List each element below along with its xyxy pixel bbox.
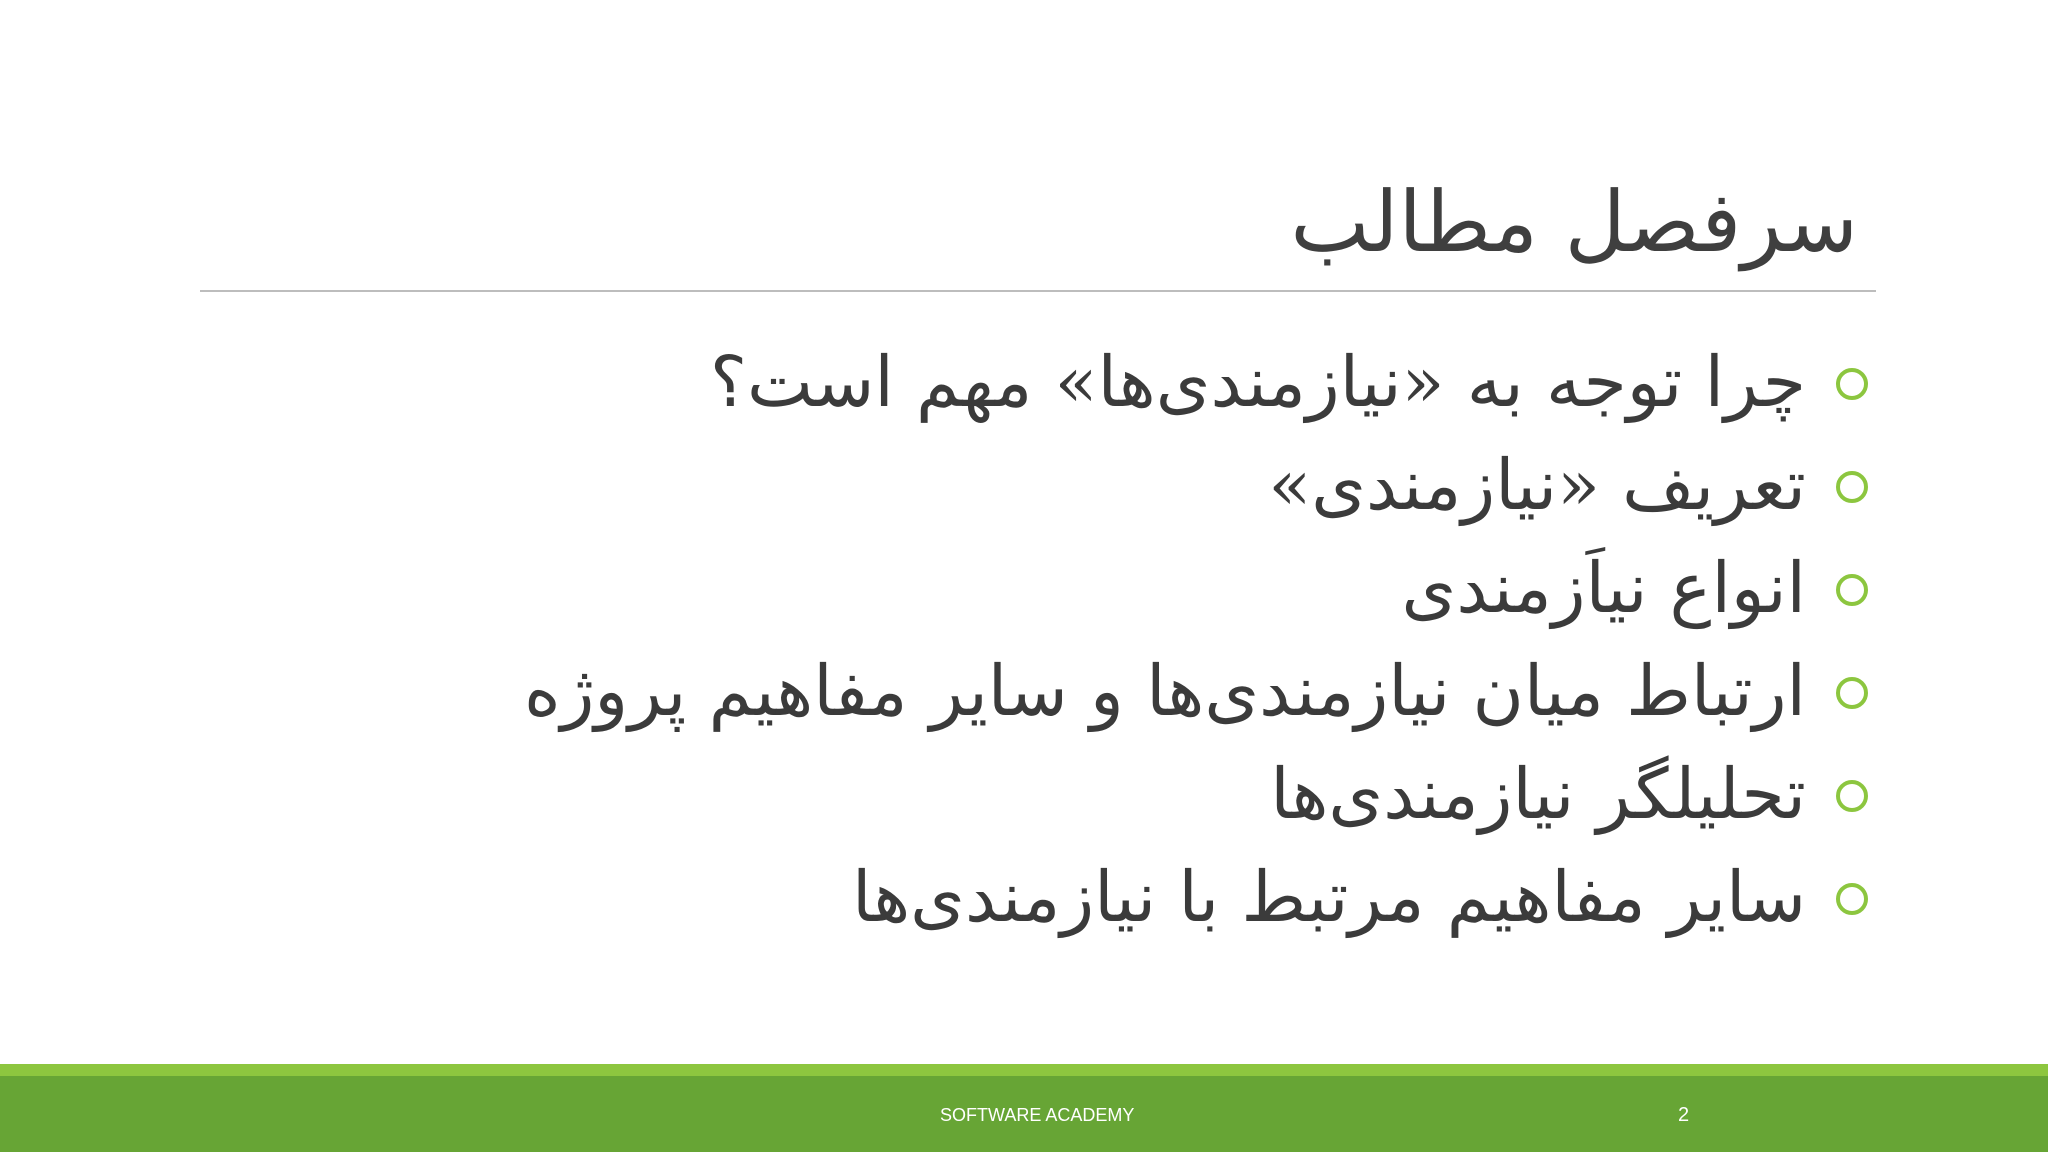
topic-text: سایر مفاهیم مرتبط با نیازمندی‌ها bbox=[851, 856, 1806, 938]
title-divider bbox=[200, 290, 1876, 292]
footer-academy-label: SOFTWARE ACADEMY bbox=[940, 1105, 1135, 1125]
topic-list bbox=[350, 334, 1870, 952]
footer-accent-bar bbox=[0, 1064, 2048, 1076]
topic-item bbox=[350, 643, 1870, 746]
topic-text: تحلیلگر نیازمندی‌ها bbox=[1270, 753, 1806, 835]
hollow-circle-icon bbox=[1836, 677, 1868, 709]
hollow-circle-icon bbox=[1836, 780, 1868, 812]
topic-text: ارتباط میان نیازمندی‌ها و سایر مفاهیم پروژه bbox=[523, 650, 1806, 732]
page-number: 2 bbox=[1678, 1104, 1690, 1126]
hollow-circle-icon bbox=[1836, 471, 1868, 503]
topic-text: چرا توجه به «نیازمندی‌ها» مهم است؟ bbox=[709, 341, 1806, 423]
hollow-circle-icon bbox=[1836, 883, 1868, 915]
topic-item bbox=[350, 540, 1870, 643]
topic-item bbox=[350, 437, 1870, 540]
topic-text: انواع نیاَزمندی bbox=[1401, 547, 1806, 629]
topic-text: تعریف «نیازمندی» bbox=[1268, 444, 1806, 526]
hollow-circle-icon bbox=[1836, 368, 1868, 400]
slide-title: سرفصل مطالب bbox=[1290, 173, 1858, 271]
topic-item bbox=[350, 746, 1870, 849]
hollow-circle-icon bbox=[1836, 574, 1868, 606]
topic-item bbox=[350, 849, 1870, 952]
topic-item bbox=[350, 334, 1870, 437]
